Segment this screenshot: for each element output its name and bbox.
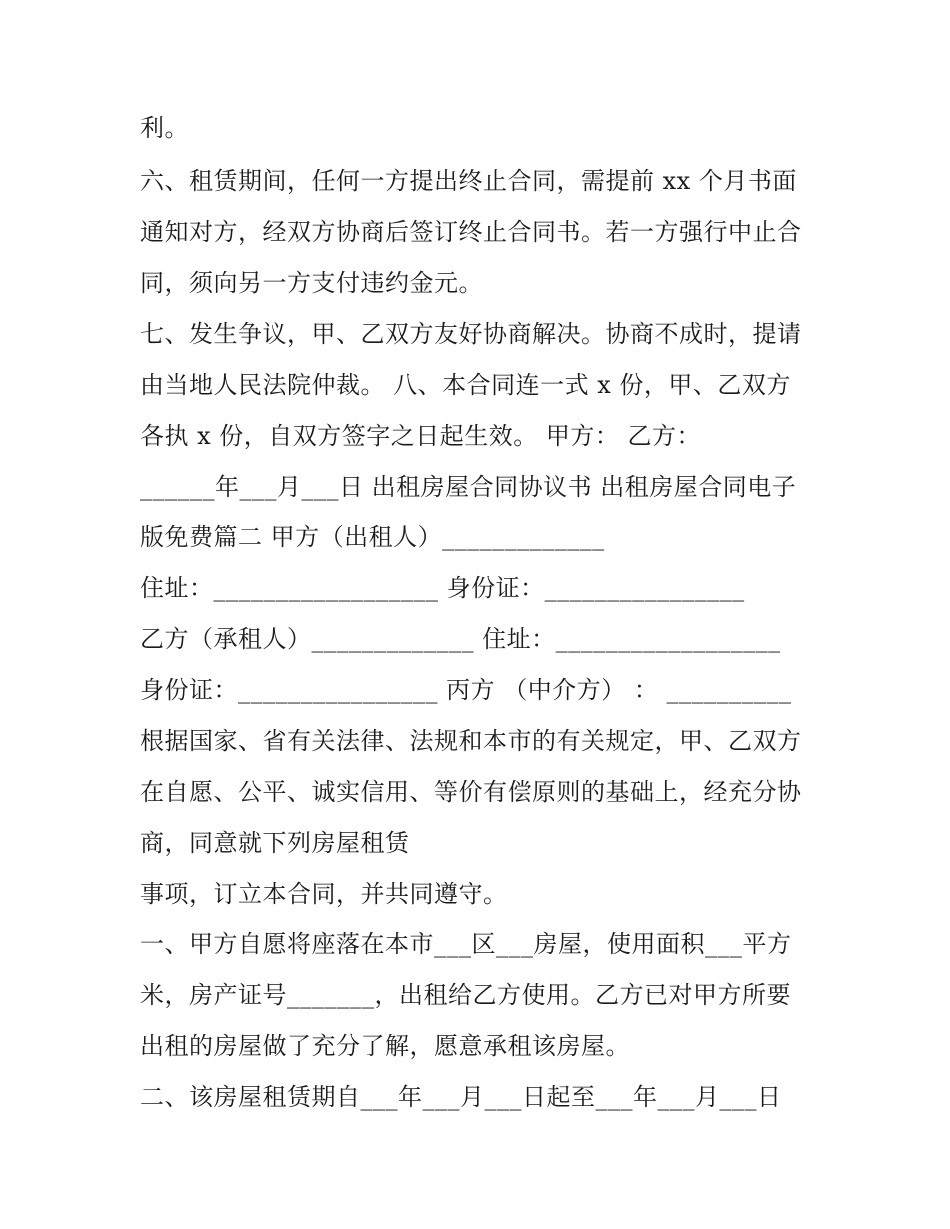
text-line: 通知对方，经双方协商后签订终止合同书。若一方强行中止合 (140, 218, 802, 246)
text-line: ______年___月___日 出租房屋合同协议书 出租房屋合同电子 (140, 473, 797, 501)
text-line: 身份证：________________ 丙方 （中介方） ： __________ (140, 676, 792, 704)
text-line: 在自愿、公平、诚实信用、等价有偿原则的基础上，经充分协 (140, 778, 802, 806)
text-line: 二、该房屋租赁期自___年___月___日起至___年___月___日 (140, 1083, 782, 1111)
text-line: 利。 (140, 114, 189, 142)
text-line: 乙方（承租人）_____________ 住址：__________________ (140, 625, 781, 653)
text-line: 由当地人民法院仲裁。 八、本合同连一式 x 份，甲、乙双方 (140, 371, 791, 399)
text-line: 事项，订立本合同，并共同遵守。 (140, 880, 508, 908)
text-line: 版免费篇二 甲方（出租人）_____________ (140, 523, 605, 551)
text-line: 同，须向另一方支付违约金元。 (140, 269, 483, 297)
text-line: 出租的房屋做了充分了解，愿意承租该房屋。 (140, 1032, 630, 1060)
text-line: 七、发生争议，甲、乙双方友好协商解决。协商不成时，提请 (140, 320, 802, 348)
text-line: 商，同意就下列房屋租赁 (140, 829, 410, 857)
text-line: 一、甲方自愿将座落在本市___区___房屋，使用面积___平方 (140, 930, 792, 958)
text-line: 各执 x 份，自双方签字之日起生效。 甲方： 乙方： (140, 422, 702, 450)
text-line: 根据国家、省有关法律、法规和本市的有关规定，甲、乙双方 (140, 727, 802, 755)
text-line: 六、租赁期间，任何一方提出终止合同，需提前 xx 个月书面 (140, 167, 797, 195)
text-line: 住址：__________________ 身份证：________________ (140, 574, 745, 602)
text-line: 米，房产证号_______，出租给乙方使用。乙方已对甲方所要 (140, 981, 791, 1009)
